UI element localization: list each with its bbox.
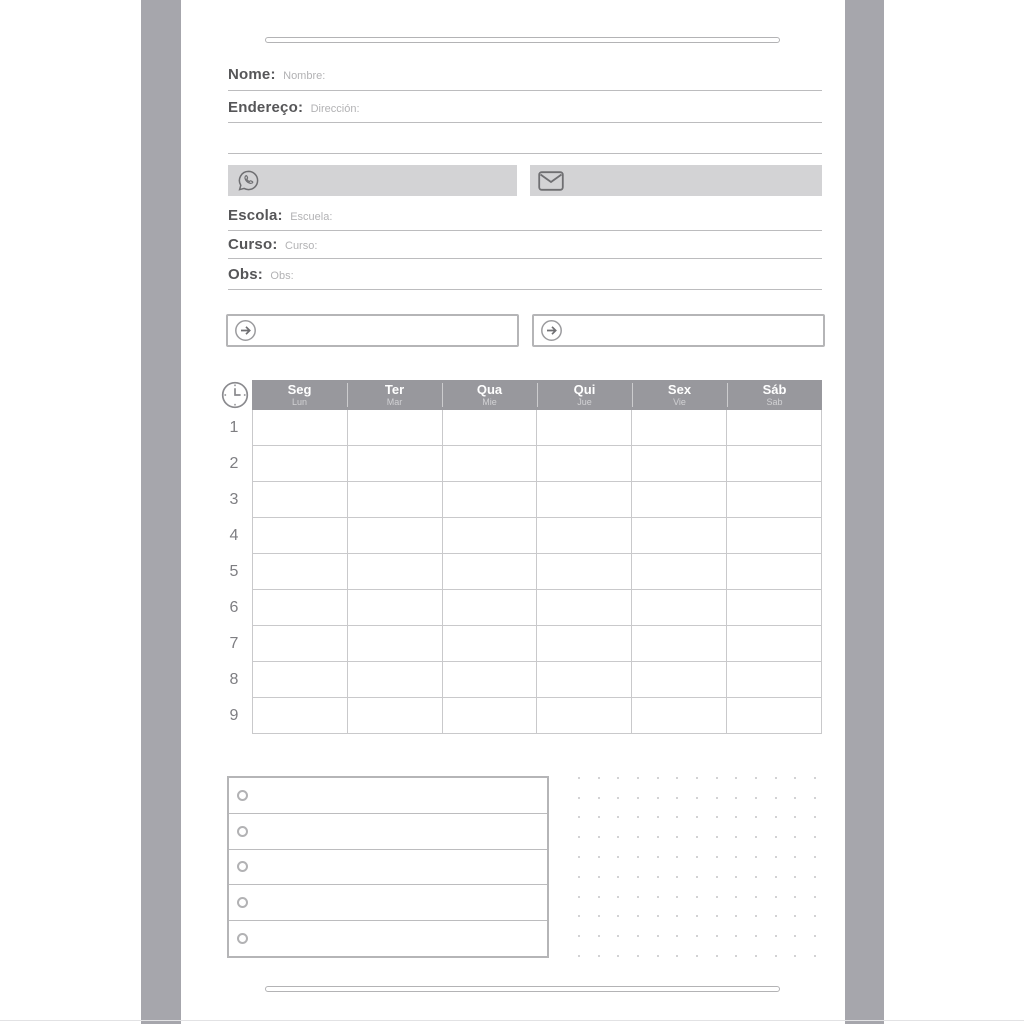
endereco-write-line-1 [228,122,822,123]
grid-dot [814,935,816,937]
nome-write-line [228,90,822,91]
note-row [229,778,547,814]
grid-dot [617,915,619,917]
hour-label: 2 [229,455,239,472]
arrow-right-circle-icon [234,319,257,342]
endereco-label-es: Dirección: [310,103,360,115]
note-row [229,885,547,921]
day-label-es: Sab [766,397,783,407]
timetable-cell [727,554,822,589]
timetable-cell [632,698,727,733]
grid-dot [578,816,580,818]
grid-dot [637,896,639,898]
arrow-right-circle-icon [540,319,563,342]
timetable-row [252,698,822,734]
timetable-row [252,626,822,662]
timetable-cell [253,482,348,517]
grid-dot [598,955,600,957]
grid-dot [676,955,678,957]
timetable-cell [537,662,632,697]
bullet-circle-icon [237,897,248,908]
note-row [229,850,547,886]
timetable-cell [632,626,727,661]
grid-dot [794,816,796,818]
grid-dot [598,836,600,838]
grid-dot [637,935,639,937]
timetable-cell [537,698,632,733]
hour-label: 3 [229,491,239,508]
curso-label-pt: Curso: [228,236,278,253]
hour-label: 6 [229,599,239,616]
grid-dot [755,915,757,917]
hour-label: 7 [229,635,239,652]
timetable-cell [537,554,632,589]
grid-dot [617,856,619,858]
timetable-cell [348,554,443,589]
bullet-circle-icon [237,826,248,837]
timetable-cell [348,410,443,445]
hour-label: 9 [229,707,239,724]
day-label-pt: Qui [573,382,596,397]
grid-dot [696,896,698,898]
timetable-cell [253,554,348,589]
timetable-cell [253,410,348,445]
curso-write-line [228,258,822,259]
bullet-circle-icon [237,790,248,801]
grid-dot [676,777,678,779]
grid-dot [735,876,737,878]
grid-dot [775,935,777,937]
grid-dot [598,915,600,917]
grid-dot [775,797,777,799]
bottom-binding-line [265,986,780,992]
grid-dot [617,816,619,818]
timetable-cell [443,590,538,625]
grid-dot [814,915,816,917]
grid-dot [735,915,737,917]
grid-dot [578,955,580,957]
grid-dot [598,777,600,779]
grid-dot [617,836,619,838]
grid-dot [755,896,757,898]
note-row [229,814,547,850]
timetable-cell [537,482,632,517]
grid-dot [617,777,619,779]
grid-dot [794,876,796,878]
timetable-cell [632,446,727,481]
bullet-circle-icon [237,933,248,944]
timetable-cell [632,590,727,625]
grid-dot [578,876,580,878]
grid-dot [735,836,737,838]
grid-dot [696,836,698,838]
curso-label-es: Curso: [285,240,318,252]
page-bottom-edge [0,1020,1024,1021]
whatsapp-icon [236,168,261,193]
grid-dot [775,915,777,917]
grid-dot [735,935,737,937]
grid-dot [716,955,718,957]
grid-dot [814,816,816,818]
goal-box-2 [532,314,825,347]
timetable-cell [348,662,443,697]
timetable-cell [253,698,348,733]
grid-dot [578,836,580,838]
timetable-row [252,554,822,590]
grid-dot [716,896,718,898]
field-nome [228,66,325,84]
grid-dot [637,816,639,818]
grid-dot [696,816,698,818]
grid-dot [755,836,757,838]
grid-dot [676,797,678,799]
grid-dot [657,896,659,898]
grid-dot [755,935,757,937]
grid-dot [598,896,600,898]
grid-dot [637,797,639,799]
timetable-cell [727,518,822,553]
grid-dot [578,935,580,937]
grid-dot [696,797,698,799]
grid-dot [735,856,737,858]
timetable-cell [537,590,632,625]
timetable-cell [348,518,443,553]
grid-dot [657,955,659,957]
timetable-cell [348,590,443,625]
grid-dot [814,797,816,799]
grid-dot [578,797,580,799]
grid-dot [775,896,777,898]
grid-dot [598,935,600,937]
grid-dot [637,836,639,838]
email-icon [538,171,564,191]
day-label-es: Mie [482,397,497,407]
grid-dot [657,935,659,937]
timetable-row [252,518,822,554]
day-header-5 [632,380,727,410]
grid-dot [716,797,718,799]
timetable-header [252,380,822,410]
timetable-cell [443,626,538,661]
timetable-cell [253,590,348,625]
obs-label-pt: Obs: [228,266,263,283]
timetable-cell [537,410,632,445]
grid-dot [716,777,718,779]
grid-dot [755,816,757,818]
grid-dot [755,955,757,957]
timetable-cell [443,446,538,481]
timetable-cell [443,662,538,697]
timetable-cell [443,554,538,589]
grid-dot [794,777,796,779]
escola-write-line [228,230,822,231]
grid-dot [775,856,777,858]
day-header-2 [347,380,442,410]
right-edge-strip [845,0,884,1024]
timetable-row [252,482,822,518]
grid-dot [617,935,619,937]
grid-dot [775,836,777,838]
obs-label-es: Obs: [270,270,294,282]
grid-dot [775,777,777,779]
field-obs [228,266,294,284]
bullet-circle-icon [237,861,248,872]
left-edge-strip [141,0,181,1024]
grid-dot [814,955,816,957]
hour-label: 5 [229,563,239,580]
grid-dot [794,797,796,799]
grid-dot [794,836,796,838]
timetable-cell [443,518,538,553]
grid-dot [696,856,698,858]
grid-dot [716,876,718,878]
grid-dot [676,876,678,878]
grid-dot [716,935,718,937]
grid-dot [578,915,580,917]
escola-label-pt: Escola: [228,207,283,224]
nome-label-pt: Nome: [228,66,276,83]
grid-dot [696,955,698,957]
day-header-3 [442,380,537,410]
day-label-es: Vie [673,397,686,407]
timetable-grid [252,410,822,734]
timetable-row [252,410,822,446]
grid-dot [696,915,698,917]
grid-dot [735,797,737,799]
timetable-cell [537,518,632,553]
timetable-cell [443,698,538,733]
top-binding-line [265,37,780,43]
timetable-cell [253,662,348,697]
field-endereco [228,99,360,117]
grid-dot [735,896,737,898]
grid-dot [696,935,698,937]
timetable-cell [443,410,538,445]
timetable-cell [348,446,443,481]
timetable-row [252,662,822,698]
grid-dot [676,816,678,818]
timetable-row [252,590,822,626]
timetable-row [252,446,822,482]
grid-dot [735,816,737,818]
timetable-cell [253,446,348,481]
phone-number-box [228,165,517,196]
grid-dot [578,856,580,858]
grid-dot [716,915,718,917]
timetable-cell [727,626,822,661]
grid-dot [794,935,796,937]
timetable-cell [727,662,822,697]
grid-dot [637,777,639,779]
timetable-cell [727,410,822,445]
grid-dot [676,935,678,937]
grid-dot [794,955,796,957]
grid-dot [755,797,757,799]
grid-dot [735,777,737,779]
day-label-es: Lun [291,397,308,407]
grid-dot [637,876,639,878]
hour-label: 4 [229,527,239,544]
day-label-pt: Sex [667,382,692,397]
timetable-cell [632,482,727,517]
timetable-cell [632,662,727,697]
grid-dot [755,856,757,858]
grid-dot [794,896,796,898]
escola-label-es: Escuela: [290,211,333,223]
grid-dot [696,777,698,779]
grid-dot [657,797,659,799]
day-header-6 [727,380,822,410]
grid-dot [637,856,639,858]
grid-dot [814,856,816,858]
dot-grid [569,768,825,966]
grid-dot [617,797,619,799]
grid-dot [696,876,698,878]
grid-dot [637,915,639,917]
day-label-es: Mar [386,397,403,407]
grid-dot [676,836,678,838]
grid-dot [598,797,600,799]
timetable-cell [632,410,727,445]
field-curso [228,236,317,254]
grid-dot [735,955,737,957]
grid-dot [716,816,718,818]
timetable-cell [727,446,822,481]
grid-dot [755,777,757,779]
day-header-4 [537,380,632,410]
timetable-cell [443,482,538,517]
endereco-label-pt: Endereço: [228,99,304,116]
grid-dot [578,896,580,898]
grid-dot [657,876,659,878]
note-row [229,921,547,956]
grid-dot [598,876,600,878]
grid-dot [814,876,816,878]
day-label-pt: Qua [476,382,503,397]
grid-dot [794,915,796,917]
timetable-cell [253,626,348,661]
grid-dot [755,876,757,878]
grid-dot [657,836,659,838]
grid-dot [814,836,816,838]
grid-dot [657,816,659,818]
grid-dot [657,777,659,779]
grid-dot [657,856,659,858]
grid-dot [578,777,580,779]
hour-label: 8 [229,671,239,688]
timetable-cell [632,518,727,553]
email-box [530,165,822,196]
grid-dot [598,816,600,818]
timetable-cell [727,482,822,517]
grid-dot [775,876,777,878]
clock-icon [220,380,250,410]
goal-box-1 [226,314,519,347]
timetable-cell [348,626,443,661]
grid-dot [814,777,816,779]
timetable-cell [537,626,632,661]
day-label-pt: Sáb [762,382,787,397]
grid-dot [794,856,796,858]
grid-dot [676,915,678,917]
timetable-cell [253,518,348,553]
timetable-cell [348,698,443,733]
grid-dot [637,955,639,957]
day-label-pt: Seg [287,382,312,397]
obs-write-line [228,289,822,290]
grid-dot [716,856,718,858]
timetable-cell [348,482,443,517]
grid-dot [617,876,619,878]
grid-dot [657,915,659,917]
grid-dot [617,955,619,957]
nome-label-es: Nombre: [283,70,326,82]
grid-dot [598,856,600,858]
timetable-cell [537,446,632,481]
grid-dot [814,896,816,898]
day-header-1 [252,380,347,410]
grid-dot [775,955,777,957]
timetable-cell [727,590,822,625]
timetable-cell [727,698,822,733]
grid-dot [617,896,619,898]
day-label-pt: Ter [384,382,405,397]
notes-list [227,776,549,958]
field-escola [228,207,332,225]
hour-numbers [220,410,248,734]
timetable-cell [632,554,727,589]
grid-dot [676,856,678,858]
hour-label: 1 [229,419,239,436]
grid-dot [676,896,678,898]
endereco-write-line-2 [228,153,822,154]
grid-dot [716,836,718,838]
day-label-es: Jue [577,397,592,407]
grid-dot [775,816,777,818]
